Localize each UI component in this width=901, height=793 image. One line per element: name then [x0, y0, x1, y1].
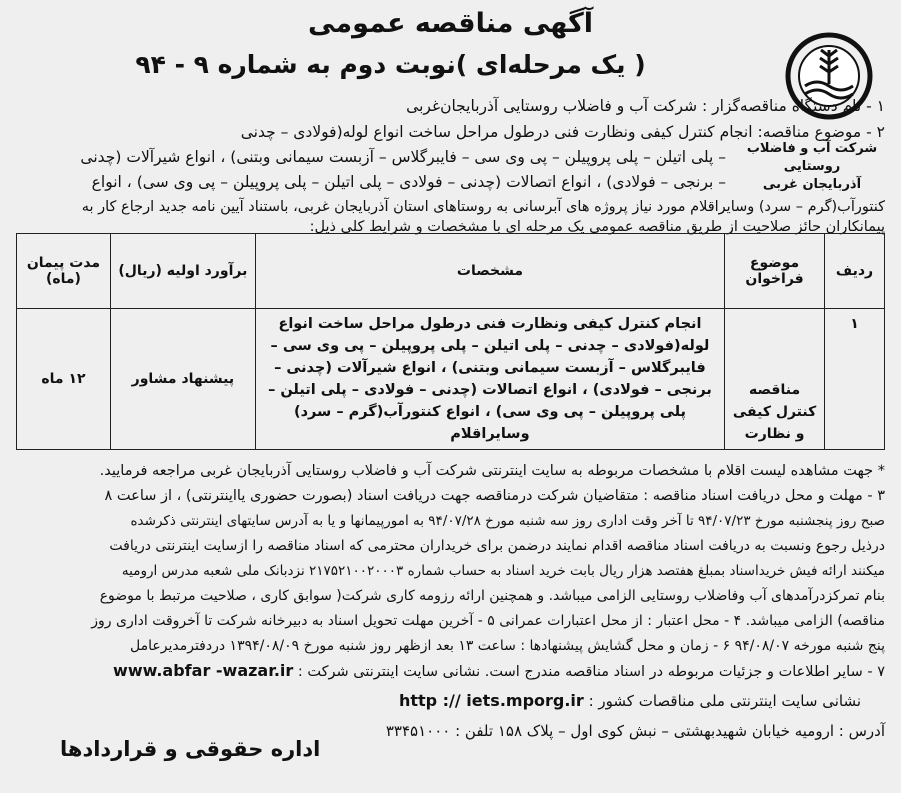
intro-line: پیمانکاران حائز صلاحیت از طریق مناقصه عمومی یک مرحله ای با مشخصات و شرایط کلی ذیل:: [309, 219, 885, 235]
company-name: [737, 140, 887, 194]
company-website-link[interactable]: www.abfar -wazar.ir: [113, 661, 294, 680]
body-line: * جهت مشاهده لیست اقلام با مشخصات مربوطه به سایت اینترنتی شرکت آب و فاضلاب روستایی آذربایجان غربی مراجعه فرمایید.: [99, 463, 885, 479]
body-line: درذیل رجوع ونسبت به دریافت اسناد مناقصه اقدام نمایند درضمن برای خریداران محترمی که اسناد مناقصه را ازسایت اینترنتی دریافت: [109, 538, 885, 554]
col-header-row: ردیف: [825, 234, 885, 309]
cell-duration: ۱۲ ماه: [17, 309, 111, 450]
company-name-line1: شرکت آب و فاضلاب روستایی: [746, 141, 878, 174]
table-header-row: [17, 234, 885, 309]
intro-line: کنتورآب(گرم – سرد) وسایراقلام مورد نیاز پروژه های آبرسانی به روستاهای استان آذربایجان غربی، باستناد آیین نامه جدید ارجاع کار به: [81, 199, 885, 215]
footer-signature: اداره حقوقی و قراردادها: [60, 737, 321, 761]
body-line: بنام تمرکزدرآمدهای آب وفاضلاب روستایی الزامی میباشد. و همچنین ارائه رزومه کاری شرکت( سوابق کاری ، صلاحیت مرتبط با موضوع: [99, 588, 885, 604]
national-site-line: [16, 691, 861, 711]
intro-line: – پلی اتیلن – پلی پروپیلن – پی وی سی – فایبرگلاس – آزبست سیمانی وبتنی) ، انواع شیرآلات (چدنی: [80, 148, 726, 166]
tender-table: [16, 233, 885, 450]
body-line: صبح روز پنجشنبه مورخ ۹۴/۰۷/۲۳ تا آخر وقت اداری روز سه شنبه مورخ ۹۴/۰۷/۲۸ به امورپیمانها و یا به آدرس سایتهای اینترنتی ذکرشده: [130, 513, 885, 529]
address-line: آدرس : ارومیه خیابان شهیدبهشتی – نبش کوی اول – پلاک ۱۵۸ تلفن : ۳۳۴۵۱۰۰۰: [385, 722, 885, 740]
company-name-line2: آذربایجان غربی: [762, 177, 862, 192]
body-line: [16, 661, 885, 682]
col-header-spec: مشخصات: [255, 234, 724, 309]
intro-line: – برنجی – فولادی) ، انواع اتصالات (چدنی – فولادی – پلی اتیلن – پلی پروپیلن – پی وی سی) ، انواع: [91, 173, 726, 191]
col-header-duration: مدت پیمان (ماه): [17, 234, 111, 309]
col-header-subject: موضوع فراخوان: [725, 234, 825, 309]
cell-spec: انجام کنترل کیفی ونظارت فنی درطول مراحل ساخت انواع لوله(فولادی – چدنی – پلی اتیلن – پلی پروپیلن – پی وی سی – فایبرگلاس – آزبست سیمانی وبتنی) ، انواع شیرآلات (چدنی – برنجی – فولادی) ، انواع اتصالات (چدنی – فولادی – پلی اتیلن – پلی پروپیلن – پی وی سی) ، انواع کنتورآب(گرم – سرد) وسایراقلام: [255, 309, 724, 450]
body-line: میکنند ارائه فیش خریداسناد بمبلغ هفتصد هزار ریال بابت خرید اسناد به حساب شماره ۲۱۷۵۲۱۰۰۲۰۰۰۳ نزدبانک ملی شعبه مدرس ارومیه: [121, 563, 885, 579]
cell-row-number: ۱: [825, 309, 885, 450]
cell-estimate: پیشنهاد مشاور: [110, 309, 255, 450]
body-line: مناقصه) الزامی میباشد. ۴ - محل اعتبار : از محل اعتبارات عمرانی ۵ - آخرین مهلت تحویل اسناد به دبیرخانه شرکت تا آخروقت اداری روز: [91, 613, 885, 629]
body-line: ۳ - مهلت و محل دریافت اسناد مناقصه : متقاضیان شرکت درمناقصه جهت دریافت اسناد (بصورت حضوری یااینترنتی) ، از ساعت ۸: [104, 488, 885, 504]
cell-subject: مناقصه کنترل کیفی و نظارت: [725, 309, 825, 450]
page-title: آگهی مناقصه عمومی: [308, 8, 593, 39]
body-line: پنج شنبه مورخه ۹۴/۰۸/۰۷ ۶ - زمان و محل گشایش پیشنهادها : ساعت ۱۳ بعد ازظهر روز شنبه مورخ ۱۳۹۴/۰۸/۰۹ دردفترمدیرعامل: [130, 638, 885, 654]
intro-line: ۲ - موضوع مناقصه: انجام کنترل کیفی ونظارت فنی درطول مراحل ساخت انواع لوله(فولادی – چدنی: [240, 123, 885, 141]
table-row: [17, 309, 885, 450]
national-site-link[interactable]: http :// iets.mporg.ir: [398, 691, 584, 710]
item7-text: ۷ - سایر اطلاعات و جزئیات مربوطه در اسناد مناقصه مندرج است. نشانی سایت اینترنتی شرکت :: [297, 664, 885, 680]
notice-subtitle: ( یک مرحله‌ای )نوبت دوم به شماره ۹ - ۹۴: [135, 50, 646, 79]
national-site-label: نشانی سایت اینترنتی ملی مناقصات کشور :: [588, 692, 861, 710]
intro-line: ۱ - نام دستگاه مناقصه‌گزار : شرکت آب و فاضلاب روستایی آذربایجان‌غربی: [406, 97, 885, 115]
col-header-estimate: برآورد اولیه (ریال): [110, 234, 255, 309]
